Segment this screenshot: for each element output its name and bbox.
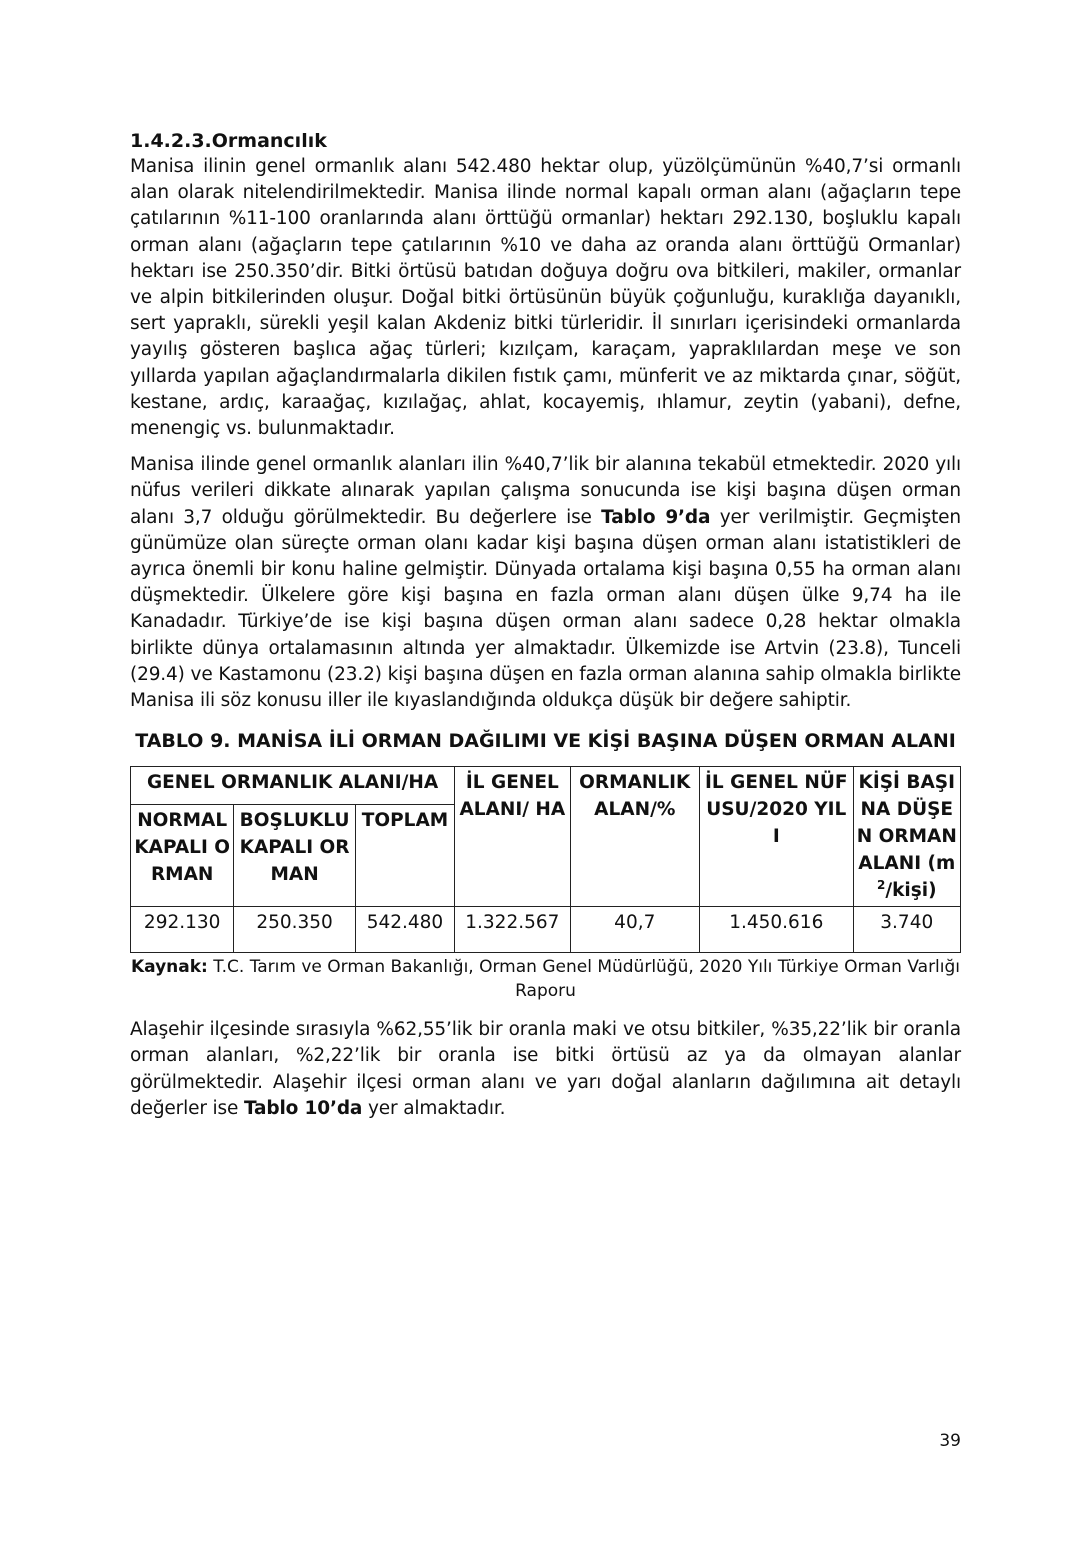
paragraph-forestry-overview: Manisa ilinin genel ormanlık alanı 542.480 hektar olup, yüzölçümünün %40,7’si ormanlı alan olarak nitelendirilmektedir. Manisa ilinde normal kapalı orman alanı (ağaçların tepe çatılarının %11-100 oranlarında alanı örttüğü ormanlar) hektarı 292.130, boşluklu kapalı orman alanı (ağaçların tepe çatılarının %10 ve daha az oranda alanı örttüğü Ormanlar) hektarı ise 250.350’dir. Bitki örtüsü batıdan doğuya doğru ova bitkileri, makiler, ormanlar ve alpin bitkilerinden oluşur. Doğal bitki örtüsünün büyük çoğunluğu, kuraklığa dayanıklı, sert yapraklı, sürekli yeşil kalan Akdeniz bitki türleridir. İl sınırları içerisindeki ormanlarda yayılış gösteren başlıca ağaç türleri; kızılçam, karaçam, yapraklılardan meşe ve son yıllarda yapılan ağaçlandırmalarla dikilen fıstık çamı, münferit ve az miktarda çınar, söğüt, kestane, ardıç, karaağaç, kızılağaç, ahlat, kocayemiş, ıhlamur, zeytin (yabani), defne, menengiç vs. bulunmaktadır. xyxy=(130,156,961,440)
cell-total: 542.480 xyxy=(355,907,454,953)
source-text: T.C. Tarım ve Orman Bakanlığı, Orman Genel Müdürlüğü, 2020 Yılı Türkiye Orman Varlığı Raporu xyxy=(207,957,961,1002)
header-text: KİŞİ BAŞINA DÜŞEN ORMAN ALANI (m xyxy=(856,772,957,875)
table-source xyxy=(130,955,961,1003)
superscript: 2 xyxy=(876,878,886,893)
header-province-area: İL GENEL ALANI/ HA xyxy=(455,767,570,907)
header-forest-per-person xyxy=(853,767,960,907)
header-forest-area-percent: ORMANLIK ALAN/% xyxy=(570,767,699,907)
cell-forest-per-person: 3.740 xyxy=(853,907,960,953)
header-general-forest-area: GENEL ORMANLIK ALANI/HA xyxy=(131,767,455,805)
header-population: İL GENEL NÜFUSU/2020 YILI xyxy=(700,767,854,907)
paragraph-text: Manisa ilinde genel ormanlık alanları ilin %40,7’lik bir alanına tekabül etmektedir. 2020 yılı nüfus verileri dikkate alınarak yapılan çalışma sonucunda ise kişi başına düşen orman alanı 3,7 olduğu görülmektedir. Bu değerlere ise xyxy=(130,454,961,528)
forest-distribution-table xyxy=(130,766,961,953)
header-total: TOPLAM xyxy=(355,805,454,907)
table-title: TABLO 9. MANİSA İLİ ORMAN DAĞILIMI VE KİŞİ BAŞINA DÜŞEN ORMAN ALANI xyxy=(135,730,956,753)
paragraph-text: yer almaktadır. xyxy=(362,1097,506,1119)
source-label: Kaynak: xyxy=(130,957,208,978)
table-reference: Tablo 10’da xyxy=(243,1097,363,1119)
table-row xyxy=(131,907,961,953)
cell-gapped-closed-forest: 250.350 xyxy=(234,907,355,953)
document-page xyxy=(130,128,961,1122)
header-normal-closed-forest: NORMAL KAPALI ORMAN xyxy=(131,805,234,907)
cell-population: 1.450.616 xyxy=(700,907,854,953)
section-heading: 1.4.2.3.Ormancılık xyxy=(130,130,327,152)
table-reference: Tablo 9’da xyxy=(601,506,711,528)
paragraph-text: Alaşehir ilçesinde sırasıyla %62,55’lik bir oranla maki ve otsu bitkiler, %35,22’lik bir oranla orman alanları, %2,22’lik bir oranla ise bitki örtüsü az ya da olmayan alanlar görülmektedir. Alaşehir ilçesi orman alanı ve yarı doğal alanların dağılımına ait detaylı değerler ise xyxy=(130,1019,961,1119)
paragraph-alasehir xyxy=(130,1017,961,1122)
cell-province-area: 1.322.567 xyxy=(455,907,570,953)
table-header-row xyxy=(131,767,961,805)
header-gapped-closed-forest: BOŞLUKLU KAPALI ORMAN xyxy=(234,805,355,907)
page-number: 39 xyxy=(939,1431,961,1451)
header-text: /kişi) xyxy=(885,880,937,902)
cell-forest-area-percent: 40,7 xyxy=(570,907,699,953)
paragraph-forest-per-capita xyxy=(130,452,961,714)
paragraph-text: yer verilmiştir. Geçmişten günümüze olan süreçte orman olanı kadar kişi başına düşen orman alanı istatistikleri de ayrıca önemli bir konu haline gelmiştir. Dünyada ortalama kişi başına 0,55 ha orman alanı düşmektedir. Ülkelere göre kişi başına en fazla orman alanı düşen ülke 9,74 ha ile Kanadadır. Türkiye’de ise kişi başına düşen orman alanı sadece 0,28 hektar olmakla birlikte dünya ortalamasının altında yer almaktadır. Ülkemizde ise Artvin (23.8), Tunceli (29.4) ve Kastamonu (23.2) kişi başına düşen en fazla orman alanına sahip olmakla birlikte Manisa ili söz konusu iller ile kıyaslandığında oldukça düşük bir değere sahiptir. xyxy=(130,506,961,712)
cell-normal-closed-forest: 292.130 xyxy=(131,907,234,953)
